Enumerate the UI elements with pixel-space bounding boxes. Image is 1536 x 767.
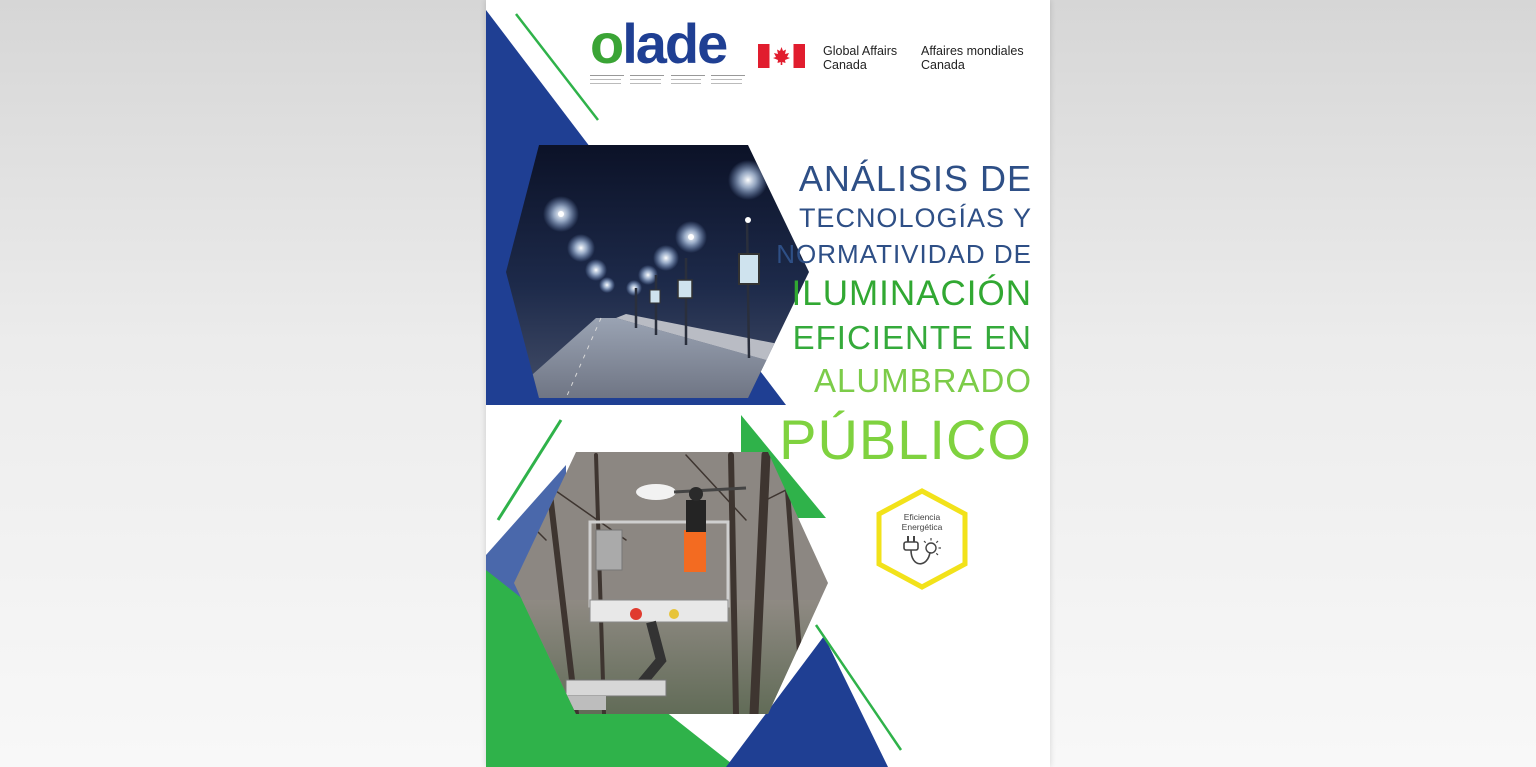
badge-line-2: Energética [901, 522, 943, 532]
header [486, 0, 1050, 110]
title-line-6: ALUMBRADO [813, 362, 1032, 399]
title-line-3: NORMATIVIDAD DE [776, 239, 1032, 269]
gac-en-line1: Global Affairs [823, 44, 898, 58]
title-line-4: ILUMINACIÓN [791, 274, 1032, 313]
title-line-2: TECNOLOGÍAS Y [798, 203, 1032, 233]
olade-logo [590, 14, 726, 74]
gac-en-line2: Canada [823, 58, 867, 72]
badge-line-1: Eficiencia [903, 512, 941, 522]
energy-efficiency-badge [874, 488, 970, 590]
title-line-5: EFICIENTE EN [792, 319, 1032, 356]
gac-fr-line2: Canada [921, 58, 965, 72]
title-line-1: ANÁLISIS DE [798, 158, 1032, 199]
lift-worker-repairing-streetlight-photo [506, 450, 836, 720]
global-affairs-canada-label [823, 44, 897, 72]
canada-flag-icon [758, 44, 805, 68]
title-line-7: PÚBLICO [779, 408, 1032, 471]
plug-lightbulb-icon [898, 534, 948, 574]
cover-page [486, 0, 1050, 767]
olade-logo-rest: lade [622, 12, 727, 75]
affaires-mondiales-canada-label [921, 44, 1024, 72]
olade-logo-fine-print [590, 75, 745, 88]
gac-fr-line1: Affaires mondiales [921, 44, 1024, 58]
olade-logo-o: o [590, 12, 623, 75]
